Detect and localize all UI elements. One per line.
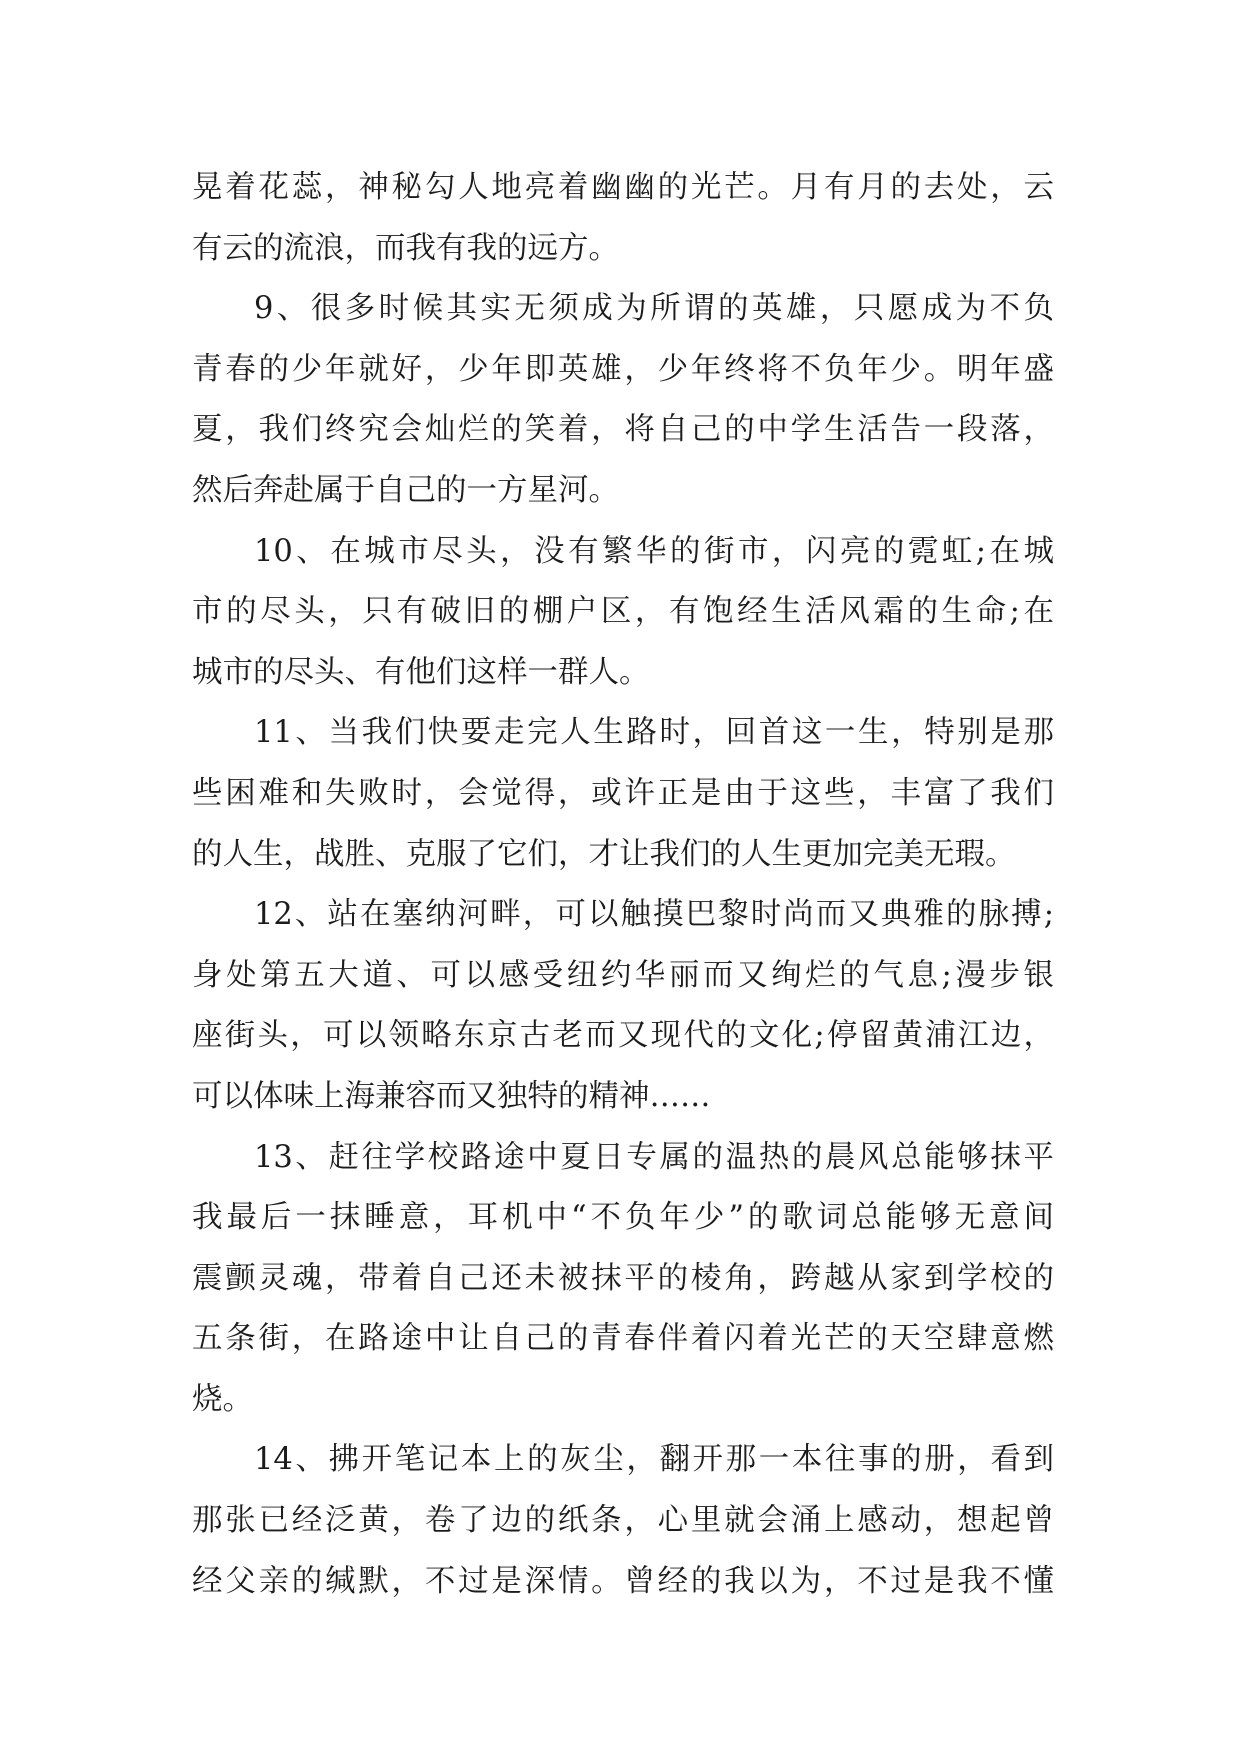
paragraph-first-line: 14、拂开笔记本上的灰尘，翻开那一本往事的册，看到 bbox=[254, 1442, 1054, 1478]
text-line: 可以体味上海兼容而又独特的精神…… bbox=[192, 1078, 711, 1114]
text-line: 身处第五大道、可以感受纽约华丽而又绚烂的气息;漫步银 bbox=[192, 957, 1054, 993]
text-line: 城市的尽头、有他们这样一群人。 bbox=[192, 654, 650, 690]
paragraph-first-line: 13、赶往学校路途中夏日专属的温热的晨风总能够抹平 bbox=[254, 1139, 1054, 1175]
text-line: 烧。 bbox=[192, 1381, 253, 1417]
text-line: 青春的少年就好，少年即英雄，少年终将不负年少。明年盛 bbox=[192, 351, 1054, 387]
text-line: 经父亲的缄默，不过是深情。曾经的我以为，不过是我不懂 bbox=[192, 1563, 1054, 1599]
paragraph-first-line: 12、站在塞纳河畔，可以触摸巴黎时尚而又典雅的脉搏; bbox=[254, 897, 1054, 933]
text-line: 夏，我们终究会灿烂的笑着，将自己的中学生活告一段落， bbox=[192, 412, 1054, 448]
text-line: 市的尽头，只有破旧的棚户区，有饱经生活风霜的生命;在 bbox=[192, 594, 1054, 630]
text-line: 我最后一抹睡意，耳机中“不负年少”的歌词总能够无意间 bbox=[192, 1200, 1054, 1236]
text-line: 那张已经泛黄，卷了边的纸条，心里就会涌上感动，想起曾 bbox=[192, 1503, 1054, 1539]
text-line: 些困难和失败时，会觉得，或许正是由于这些，丰富了我们 bbox=[192, 775, 1054, 811]
text-line: 然后奔赴属于自己的一方星河。 bbox=[192, 472, 619, 508]
text-line: 晃着花蕊，神秘勾人地亮着幽幽的光芒。月有月的去处，云 bbox=[192, 170, 1054, 205]
document-body bbox=[192, 158, 1054, 1612]
text-line: 震颤灵魂，带着自己还未被抹平的棱角，跨越从家到学校的 bbox=[192, 1260, 1054, 1296]
paragraph-first-line: 9、很多时候其实无须成为所谓的英雄，只愿成为不负 bbox=[254, 291, 1054, 327]
text-line: 的人生，战胜、克服了它们，才让我们的人生更加完美无瑕。 bbox=[192, 836, 1016, 872]
paragraph-first-line: 11、当我们快要走完人生路时，回首这一生，特别是那 bbox=[254, 715, 1054, 751]
paragraph-first-line: 10、在城市尽头，没有繁华的街市，闪亮的霓虹;在城 bbox=[254, 533, 1054, 569]
text-line: 有云的流浪，而我有我的远方。 bbox=[192, 230, 619, 266]
text-line: 五条街，在路途中让自己的青春伴着闪着光芒的天空肆意燃 bbox=[192, 1321, 1054, 1357]
text-line: 座街头，可以领略东京古老而又现代的文化;停留黄浦江边， bbox=[192, 1018, 1054, 1054]
